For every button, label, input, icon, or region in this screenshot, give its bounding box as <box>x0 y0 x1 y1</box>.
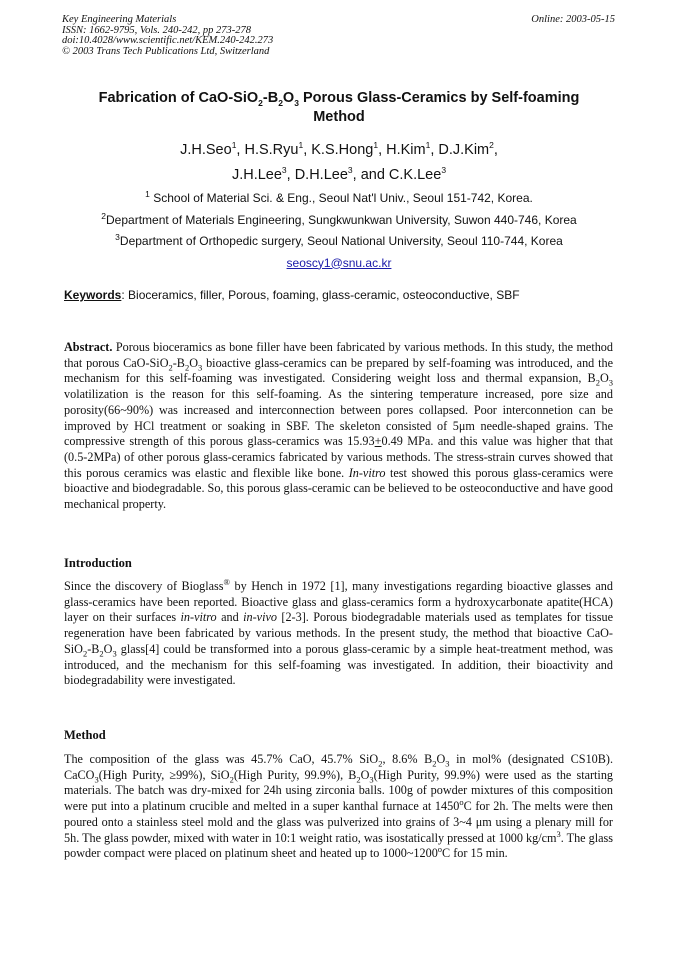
journal-issn: ISSN: 1662-9795, Vols. 240-242, pp 273-278 <box>62 24 251 36</box>
keywords: Keywords: Bioceramics, filler, Porous, foaming, glass-ceramic, osteoconductive, SBF <box>64 288 520 302</box>
affiliations <box>62 188 616 274</box>
affiliation-3: $^3$Department of Orthopedic surgery, Seoul National University, Seoul 110-744, Korea <box>115 232 563 248</box>
affiliation-2: $^2$Department of Materials Engineering, Sungkwunkwan University, Suwon 440-746, Korea <box>101 210 577 227</box>
online-date: Online: 2003-05-15 <box>531 14 615 25</box>
paper-title: Fabrication of CaO-$SiO_2-B_2O_3$ Porous Glass-Ceramics by Self-foaming Method <box>98 90 580 125</box>
journal-name: Key Engineering Materials <box>62 14 177 25</box>
keywords-text: Bioceramics, filler, Porous, foaming, glass-ceramic, osteoconductive, SBF <box>124 288 520 302</box>
method-text: The composition of the glass was 45.7% CaO, 45.7% SiO$_2$, 8.6% $B_2O_3$ in mol% (designated CS10B). CaCO$_3$(High Purity, ≥99%), SiO$_2$(High Purity, 99.9%), $B_2O_3(High$ Purity, 99.9%) were used as the starting materials. The batch was dry-mixed for 24h using zirconia balls. 100g of powder mixtures of this composition were put into a platinum crucible and melted in a super kanthal furnace at 1450$^o$C for 2h. The melts were then poured onto a stainless steel mold and the glass was pulverized into grains of 3~4 μm using a plenary mill for 5h. The glass powder, mixed with water in 10:1 weight ratio, was isostatically pressed at 1000 $kg/cm^3$. The glass powder compact were placed on platinum sheet and heated up to 1000~1200$^o$C for 15 min. <box>64 752 614 861</box>
journal-doi: doi:10.4028/www.scientific.net/KEM.240-242.273 <box>62 35 274 46</box>
keywords-label: Keywords <box>64 288 122 302</box>
author-list: J.H.Seo$^1$, H.S.Ryu$^1$, K.S.Hong$^1$, H.Kim$^1$, D.J.Kim$^2$, J.H.Lee$^3$, D.H.Lee$^3$, and C.K.Lee$^3$ <box>180 140 498 183</box>
abstract-label: Abstract. <box>64 340 113 354</box>
email-link[interactable]: seoscy1@snu.ac.kr <box>286 255 392 270</box>
journal-copyright: © 2003 Trans Tech Publications Ltd, Switzerland <box>62 45 270 57</box>
introduction-heading: Introduction <box>64 556 132 570</box>
affiliation-1: $^1$ School of Material Sci. & Eng., Seoul Nat'l Univ., Seoul 151-742, Korea. <box>145 189 533 205</box>
introduction-text: Since the discovery of Bioglass® by Hench in 1972 [1], many investigations regarding bioactive glasses and glass-ceramics have been reported. Bioactive glass and glass-ceramics form a hydroxycarbonate apatite(HCA) layer on their surfaces in-vitro and in-vivo [2-3]. Porous biodegradable materials used as templates for tissue regeneration have been fabricated by various methods. In the present study, the method that bioactive CaO-$SiO_2-B_2O_3$ glass[4] could be transformed into a porous glass-ceramic by a simple heat-treatment method, was introduced, and the mechanism for this self-foaming was investigated. In addition, their bioactivity and biodegradability were investigated. <box>64 576 613 688</box>
abstract: Abstract. Porous bioceramics as bone filler have been fabricated by various methods. In this study, the method that porous CaO-$SiO_2-B_2O_3$ bioactive glass-ceramics can be prepared by self-foaming was introduced, and the mechanism for this self-foaming was investigated. Considering weight loss and thermal expansion, $B_2O_3$ volatilization is the reason for this self-foaming. As the sintering temperature increased, pore size and porosity(66~90%) was increased and interconnection between pores collapsed. Poor interconnetion can be improved by HCl treatment or soaking in SBF. The skeleton consisted of 5μm needle-shaped grains. The compressive strength of this porous glass-ceramics was 15.93+0.49 MPa. and this value was higher that that (0.5-2MPa) of other porous glass-ceramics fabricated by various methods. The stress-strain curves showed that this porous ceramics was elastic and flexible like bone. In-vitro test showed this porous glass-ceramics were bioactive and biodegradable. So, this porous glass-ceramic can be believed to be osteoconductive and have good mechanical property. <box>64 340 613 512</box>
method-heading: Method <box>64 728 106 742</box>
journal-header <box>62 15 273 57</box>
